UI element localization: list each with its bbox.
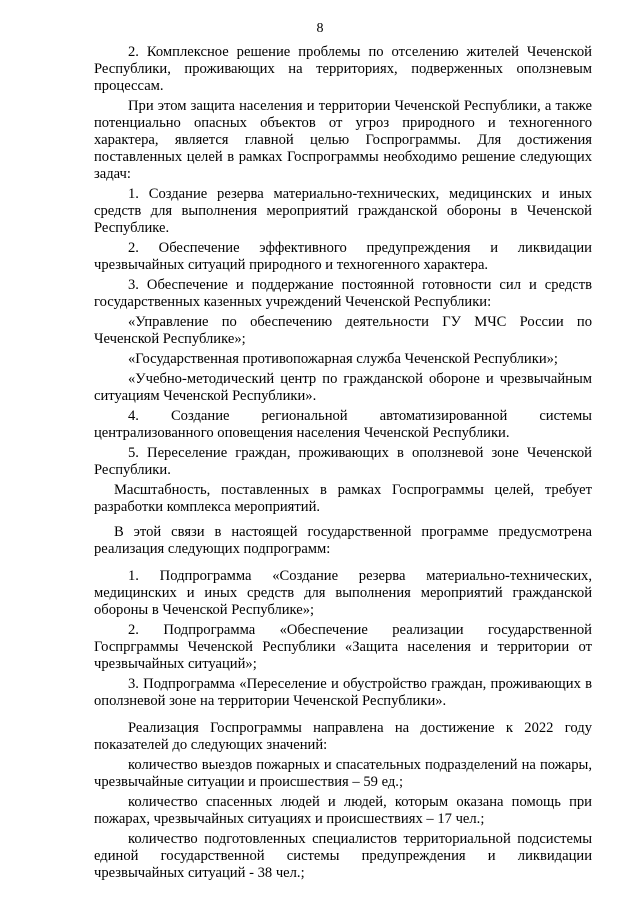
paragraph-task-2-resettlement: 2. Комплексное решение проблемы по отселению жителей Чеченской Республики, проживающих на территориях, подверженных оползневым процессам. bbox=[94, 44, 592, 94]
paragraph-task-3-readiness: 3. Обеспечение и поддержание постоянной готовности сил и средств государственных казенных учреждений Чеченской Республики: bbox=[94, 277, 592, 310]
paragraph-task-1-reserve: 1. Создание резерва материально-технических, медицинских и иных средств для выполнения мероприятий гражданской обороны в Чеченской Республике. bbox=[94, 186, 592, 236]
page-number: 8 bbox=[316, 21, 324, 36]
paragraph-indicator-trained-specialists: количество подготовленных специалистов территориальной подсистемы единой государственной системы предупреждения и ликвидации чрезвычайных ситуаций - 38 чел.; bbox=[94, 831, 592, 881]
paragraph-subprogram-3: 3. Подпрограмма «Переселение и обустройство граждан, проживающих в оползневой зоне на территории Чеченской Республики». bbox=[94, 676, 592, 709]
paragraph-targets-intro: Реализация Госпрограммы направлена на достижение к 2022 году показателей до следующих значений: bbox=[94, 720, 592, 753]
paragraph-indicator-rescued-people: количество спасенных людей и людей, которым оказана помощь при пожарах, чрезвычайных ситуациях и происшествиях – 17 чел.; bbox=[94, 794, 592, 827]
paragraph-main-goal: При этом защита населения и территории Чеченской Республики, а также потенциально опасных объектов от угроз природного и техногенного характера, является главной целью Госпрограммы. Для достижения поставленных целей в рамках Госпрограммы необходимо решение следующих задач: bbox=[94, 98, 592, 182]
paragraph-task-5-relocation: 5. Переселение граждан, проживающих в оползневой зоне Чеченской Республики. bbox=[94, 445, 592, 478]
document-body bbox=[94, 44, 592, 882]
paragraph-subprogram-2: 2. Подпрограмма «Обеспечение реализации государственной Госпрграммы Чеченской Республики «Защита населения и территории от чрезвычайных ситуаций»; bbox=[94, 622, 592, 672]
paragraph-subprogram-1: 1. Подпрограмма «Создание резерва материально-технических, медицинских и иных средств для выполнения мероприятий гражданской обороны в Чеченской Республике»; bbox=[94, 568, 592, 618]
paragraph-indicator-fire-departures: количество выездов пожарных и спасательных подразделений на пожары, чрезвычайные ситуации и происшествия – 59 ед.; bbox=[94, 757, 592, 790]
paragraph-scale: Масштабность, поставленных в рамках Госпрограммы целей, требует разработки комплекса мероприятий. bbox=[94, 482, 592, 515]
paragraph-task-4-warning-system: 4. Создание региональной автоматизированной системы централизованного оповещения населения Чеченской Республики. bbox=[94, 408, 592, 441]
paragraph-task-2-prevention: 2. Обеспечение эффективного предупреждения и ликвидации чрезвычайных ситуаций природного и техногенного характера. bbox=[94, 240, 592, 273]
paragraph-institution-fire-service: «Государственная противопожарная служба Чеченской Республики»; bbox=[128, 351, 558, 367]
paragraph-institution-training-center: «Учебно-методический центр по гражданской обороне и чрезвычайным ситуациям Чеченской Республики». bbox=[94, 371, 592, 404]
paragraph-institution-mchs: «Управление по обеспечению деятельности ГУ МЧС России по Чеченской Республике»; bbox=[94, 314, 592, 347]
paragraph-subprograms-intro: В этой связи в настоящей государственной программе предусмотрена реализация следующих подпрограмм: bbox=[94, 524, 592, 557]
